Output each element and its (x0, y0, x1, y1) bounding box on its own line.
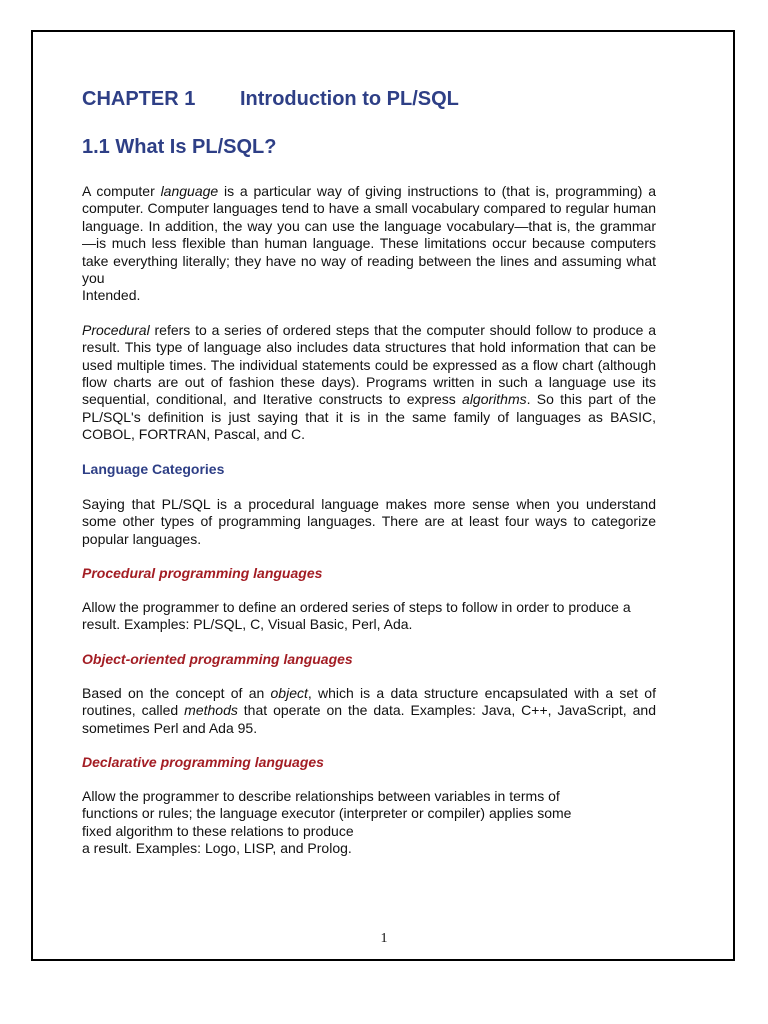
emphasis-methods: methods (184, 702, 238, 719)
chapter-number: CHAPTER 1 (82, 88, 196, 110)
section-heading: 1.1 What Is PL/SQL? (82, 136, 277, 158)
text-run: . So this part of the PL/SQL's definition is just saying that it is in the same family of languages as BASIC, COBOL, FORTRAN, Pascal, and C. (82, 391, 656, 443)
text-run: that operate on the data. Examples: Java, C++, JavaScript, and sometimes Perl and Ada 95. (82, 702, 656, 736)
paragraph-language-categories-intro: Saying that PL/SQL is a procedural language makes more sense when you understand some other types of programming languages. There are at least four ways to categorize popular languages. (82, 495, 656, 547)
paragraph-declarative-languages (82, 788, 656, 858)
page-number: 1 (380, 931, 388, 946)
text-line: Allow the programmer to describe relationships between variables in terms of (82, 787, 560, 804)
emphasis-language: language (160, 183, 219, 199)
paragraph-what-is-language (82, 183, 656, 305)
paragraph-procedural-definition (82, 322, 656, 444)
text-run: , which is a data structure encapsulated with a set of routines, called (82, 684, 656, 719)
subsection-heading-language-categories: Language Categories (82, 460, 225, 477)
paragraph-procedural-languages: Allow the programmer to define an ordered series of steps to follow in order to produce a result. Examples: PL/SQL, C, Visual Basic, Perl, Ada. (82, 598, 631, 633)
emphasis-object: object (270, 684, 308, 701)
text-run: Based on the concept of an (82, 684, 271, 701)
category-heading-declarative: Declarative programming languages (82, 753, 324, 770)
text-line: functions or rules; the language executor (interpreter or compiler) applies some (82, 805, 572, 822)
text-run: Intended. (82, 287, 141, 304)
emphasis-procedural: Procedural (82, 321, 150, 338)
emphasis-algorithms: algorithms (462, 391, 527, 408)
document-body (82, 88, 656, 875)
paragraph-object-oriented-languages (82, 685, 656, 737)
text-run: A computer (82, 183, 161, 199)
text-run: refers to a series of ordered steps that the computer should follow to produce a result. This type of language also includes data structures that hold information that can be used multiple times. The individual statements could be expressed as a flow chart (although flow charts are out of fashion these days). Programs written in such a language use its sequential, conditional, and Iterative constructs to express (82, 321, 656, 408)
text-line: a result. Examples: Logo, LISP, and Prolog. (82, 840, 352, 857)
text-run: is a particular way of giving instructions to (that is, programming) a computer. Computer languages tend to have a small vocabulary compared to regular human language. In addition, the way you can use the language vocabulary—that is, the grammar—is much less flexible than human language. These limitations occur because computers take everything literally; they have no way of reading between the lines and assuming what you (82, 183, 656, 287)
chapter-title: Introduction to PL/SQL (240, 88, 459, 110)
chapter-heading (82, 88, 656, 111)
text-line: fixed algorithm to these relations to produce (82, 822, 354, 839)
category-heading-object-oriented: Object-oriented programming languages (82, 650, 353, 667)
category-heading-procedural: Procedural programming languages (82, 564, 323, 581)
